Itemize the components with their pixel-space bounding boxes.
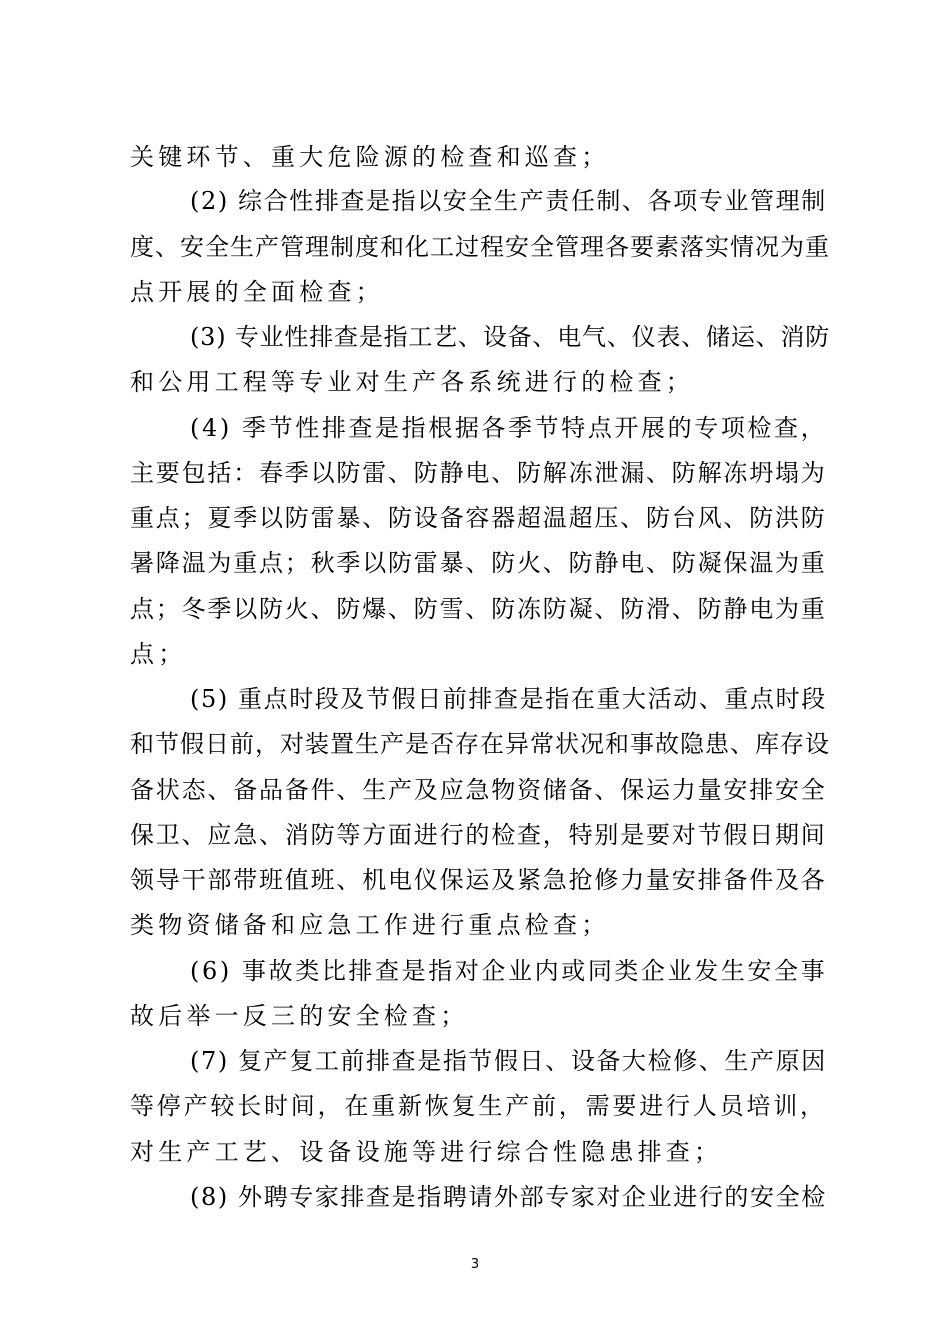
text-line: (6) 事故类比排查是指对企业内或同类企业发生安全事 <box>190 957 828 985</box>
text-line: (4) 季节性排查是指根据各季节特点开展的专项检查， <box>190 414 828 442</box>
text-line: (5) 重点时段及节假日前排查是指在重大活动、重点时段 <box>190 685 827 713</box>
text-line: 对生产工艺、设备设施等进行综合性隐患排查； <box>130 1138 723 1166</box>
text-line: 领导干部带班值班、机电仪保运及紧急抢修力量安排备件及各 <box>130 866 827 894</box>
text-line: 暑降温为重点；秋季以防雷暴、防火、防静电、防凝保温为重 <box>130 549 827 577</box>
text-line: 度、安全生产管理制度和化工过程安全管理各要素落实情况为重 <box>130 233 830 261</box>
text-line: 和节假日前，对装置生产是否存在异常状况和事故隐患、库存设 <box>130 730 830 758</box>
text-line: 等停产较长时间，在重新恢复生产前，需要进行人员培训， <box>130 1092 827 1120</box>
page-number: 3 <box>470 1257 480 1272</box>
text-line: 和公用工程等专业对生产各系统进行的检查； <box>130 368 694 396</box>
text-line: 备状态、备品备件、生产及应急物资储备、保运力量安排安全 <box>130 776 827 804</box>
text-line: 主要包括：春季以防雷、防静电、防解冻泄漏、防解冻坍塌为 <box>130 459 827 487</box>
text-line: (8) 外聘专家排查是指聘请外部专家对企业进行的安全检 <box>190 1183 827 1211</box>
text-line: (3) 专业性排查是指工艺、设备、电气、仪表、储运、消防 <box>190 323 831 351</box>
text-line: 点开展的全面检查； <box>130 278 384 306</box>
text-line: 故后举一反三的安全检查； <box>130 1002 469 1030</box>
text-line: 类物资储备和应急工作进行重点检查； <box>130 911 610 939</box>
text-line: 关键环节、重大危险源的检查和巡查； <box>130 143 610 171</box>
text-line: 点； <box>130 640 187 668</box>
text-line: 点；冬季以防火、防爆、防雪、防冻防凝、防滑、防静电为重 <box>130 595 827 623</box>
text-line: (7) 复产复工前排查是指节假日、设备大检修、生产原因 <box>190 1047 827 1075</box>
text-line: 重点；夏季以防雷暴、防设备容器超温超压、防台风、防洪防 <box>130 504 827 532</box>
text-line: (2) 综合性排查是指以安全生产责任制、各项专业管理制 <box>190 187 827 215</box>
text-line: 保卫、应急、消防等方面进行的检查，特别是要对节假日期间 <box>130 821 827 849</box>
